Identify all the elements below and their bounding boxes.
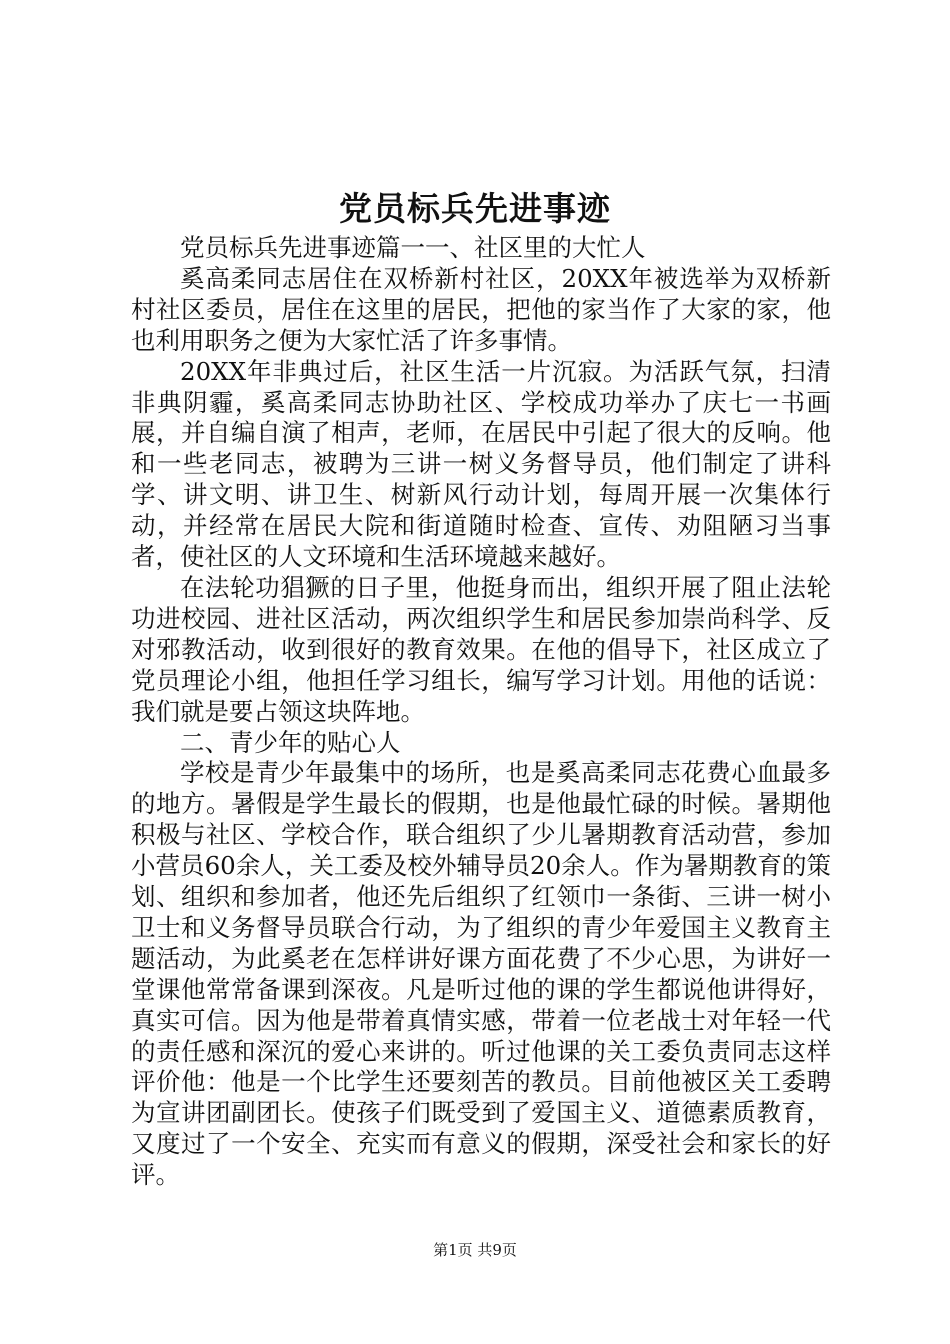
paragraph-section-one-heading: 党员标兵先进事迹篇一一、社区里的大忙人 (180, 233, 646, 262)
paragraph-anti-cult-campaign: 在法轮功猖獗的日子里，他挺身而出，组织开展了阻止法轮功进校园、进社区活动，两次组织学生和居民参加崇尚科学、反对邪教活动，收到很好的教育效果。在他的倡导下，社区成立了党员理论小组，他担任学习组长，编写学习计划。用他的话说：我们就是要占领这块阵地。 (131, 572, 831, 726)
paragraph-youth-education: 学校是青少年最集中的场所，也是奚高柔同志花费心血最多的地方。暑假是学生最长的假期，也是他最忙碌的时候。暑期他积极与社区、学校合作，联合组织了少儿暑期教育活动营，参加小营员60余人，关工委及校外辅导员20余人。作为暑期教育的策划、组织和参加者，他还先后组织了红领巾一条街、三讲一树小卫士和义务督导员联合行动，为了组织的青少年爱国主义教育主题活动，为此奚老在怎样讲好课方面花费了不少心思，为讲好一堂课他常常备课到深夜。凡是听过他的课的学生都说他讲得好，真实可信。因为他是带着真情实感，带着一位老战士对年轻一代的责任感和深沉的爱心来讲的。听过他课的关工委负责同志这样评价他：他是一个比学生还要刻苦的教员。目前他被区关工委聘为宣讲团副团长。使孩子们既受到了爱国主义、道德素质教育，又度过了一个安全、充实而有意义的假期，深受社会和家长的好评。 (131, 758, 831, 1190)
paragraph-section-two-heading: 二、青少年的贴心人 (180, 727, 401, 757)
paragraph-introduction: 奚高柔同志居住在双桥新村社区，20XX年被选举为双桥新村社区委员，居住在这里的居民，把他的家当作了大家的家，他也利用职务之便为大家忙活了许多事情。 (131, 263, 831, 355)
document-body (131, 233, 831, 1191)
page-footer: 第1页 共9页 (433, 1241, 517, 1259)
document-title: 党员标兵先进事迹 (339, 189, 611, 228)
paragraph-community-activities: 20XX年非典过后，社区生活一片沉寂。为活跃气氛，扫清非典阴霾，奚高柔同志协助社区、学校成功举办了庆七一书画展，并自编自演了相声，老师，在居民中引起了很大的反响。他和一些老同志，被聘为三讲一树义务督导员，他们制定了讲科学、讲文明、讲卫生、树新风行动计划，每周开展一次集体行动，并经常在居民大院和街道随时检查、宣传、劝阻陋习当事者，使社区的人文环境和生活环境越来越好。 (131, 356, 831, 572)
